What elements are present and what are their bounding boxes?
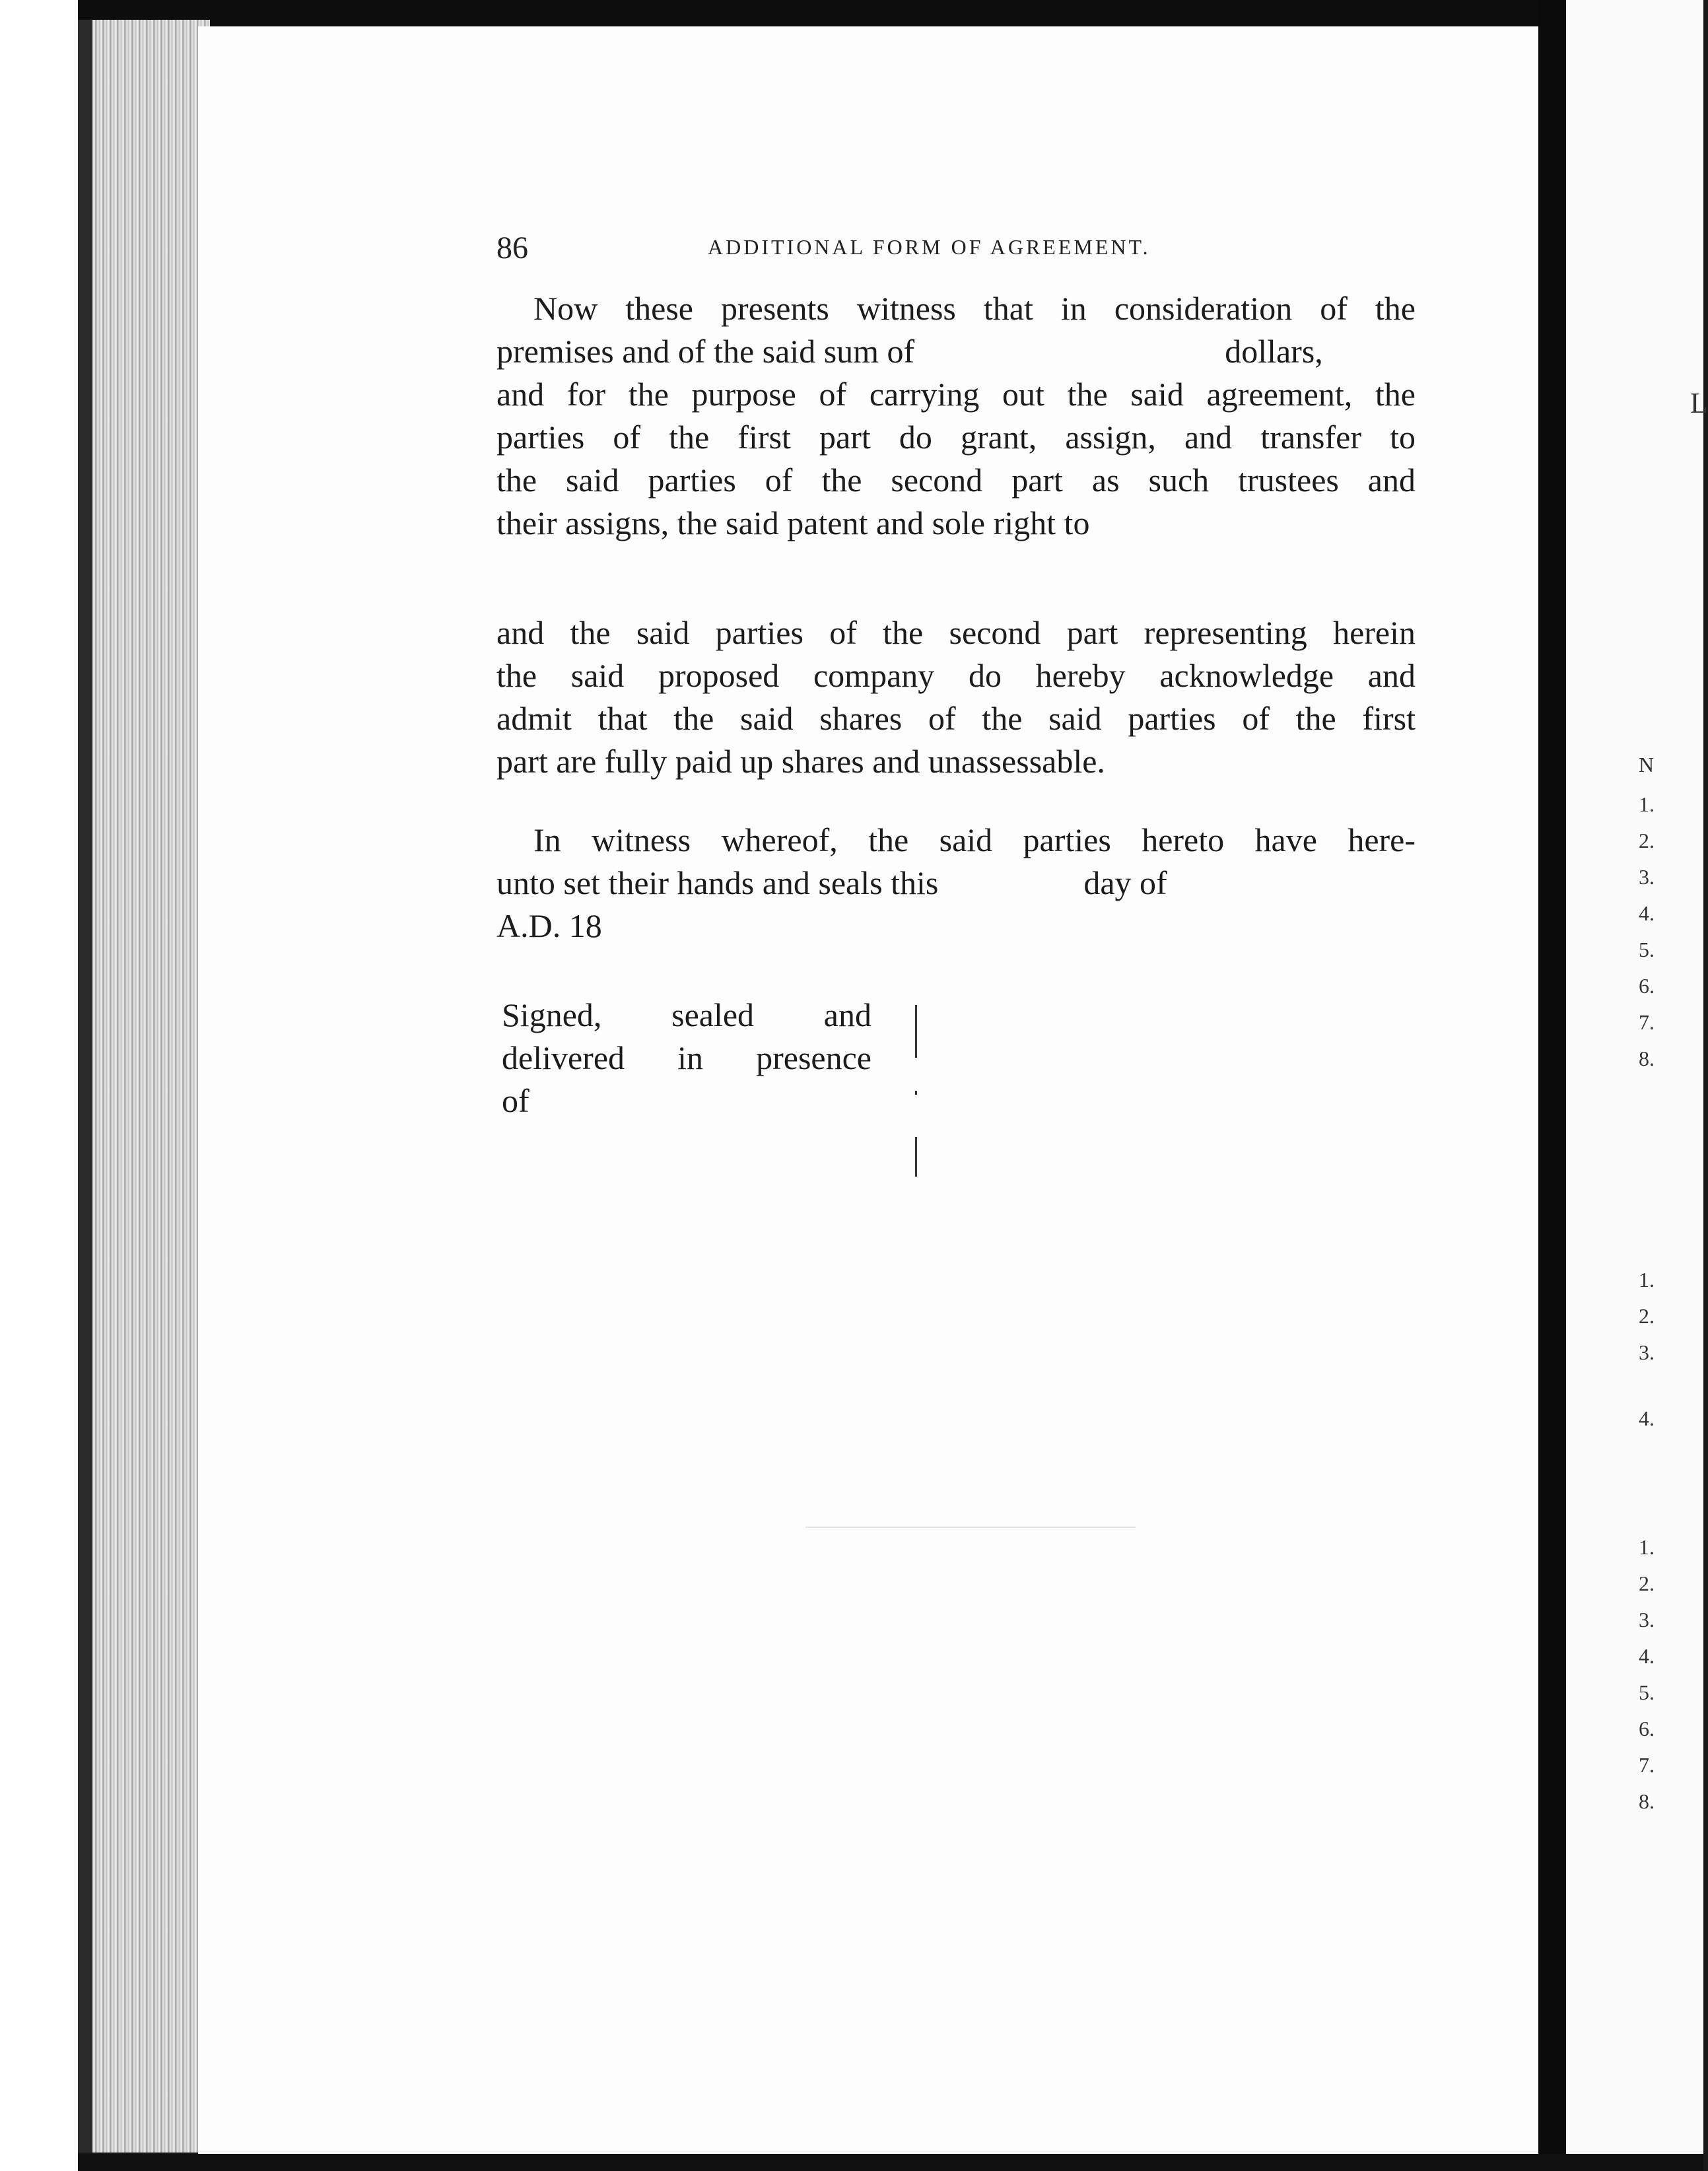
facing-fragment: 1. [1639, 792, 1655, 816]
facing-fragment: 8. [1639, 1789, 1655, 1813]
faint-rule [805, 1527, 1136, 1528]
text-line: admit that the said shares of the said parties of the first [496, 700, 1416, 737]
facing-fragment: 6. [1639, 974, 1655, 998]
text-line: of [502, 1082, 529, 1119]
text-line: delivered in presence [502, 1039, 871, 1076]
facing-fragment: 3. [1639, 1340, 1655, 1364]
facing-fragment: 8. [1639, 1047, 1655, 1070]
scanner-background-bottom [78, 2154, 1703, 2171]
facing-fragment: 6. [1639, 1717, 1655, 1740]
facing-fragment: 7. [1639, 1753, 1655, 1777]
signature-bracket [915, 1005, 918, 1177]
book-gutter [1538, 0, 1566, 2171]
paragraph-acknowledgement [496, 611, 1416, 783]
facing-fragment: N [1639, 753, 1655, 776]
text-line: A.D. 18 [496, 907, 602, 944]
book-spine-shadow [78, 20, 92, 2153]
signature-block [502, 994, 871, 1122]
text-line: unto set their hands and seals this day of [496, 864, 1167, 901]
facing-fragment: 5. [1639, 1680, 1655, 1704]
paragraph-witness [496, 819, 1416, 948]
scanner-background-left [0, 0, 78, 2171]
facing-fragment: 2. [1639, 1571, 1655, 1595]
text-line: the said parties of the second part as such trustees and [496, 462, 1416, 499]
text-line: Now these presents witness that in consideration of the [533, 290, 1416, 327]
facing-page [1566, 0, 1703, 2171]
text-line: the said proposed company do hereby acknowledge and [496, 657, 1416, 694]
facing-fragment: 2. [1639, 1304, 1655, 1328]
text-line: Signed, sealed and [502, 996, 871, 1033]
text-line: and for the purpose of carrying out the said agreement, the [496, 376, 1416, 413]
facing-fragment: 1. [1639, 1268, 1655, 1292]
book-page-edges [78, 20, 210, 2153]
scanner-background-top [0, 0, 1703, 26]
paragraph-conveyance [496, 287, 1416, 545]
facing-fragment: L [1690, 387, 1708, 419]
facing-fragment: 4. [1639, 1644, 1655, 1668]
text-line: parties of the first part do grant, assign, and transfer to [496, 419, 1416, 456]
text-line: part are fully paid up shares and unassessable. [496, 743, 1105, 780]
facing-fragment: 4. [1639, 901, 1655, 925]
page-header [496, 230, 1196, 269]
text-line: and the said parties of the second part representing herein [496, 614, 1416, 651]
text-line: premises and of the said sum of dollars, [496, 333, 1323, 370]
facing-fragment: 3. [1639, 1608, 1655, 1632]
facing-fragment: 1. [1639, 1535, 1655, 1559]
facing-fragment: 7. [1639, 1010, 1655, 1034]
facing-fragment: 5. [1639, 938, 1655, 961]
text-line: their assigns, the said patent and sole right to [496, 504, 1090, 541]
text-line: In witness whereof, the said parties hereto have here- [533, 821, 1416, 858]
page-number: 86 [496, 230, 528, 265]
facing-fragment: 3. [1639, 865, 1655, 889]
facing-fragment: 2. [1639, 829, 1655, 852]
running-head: ADDITIONAL FORM OF AGREEMENT. [708, 235, 1151, 259]
facing-fragment: 4. [1639, 1406, 1655, 1430]
